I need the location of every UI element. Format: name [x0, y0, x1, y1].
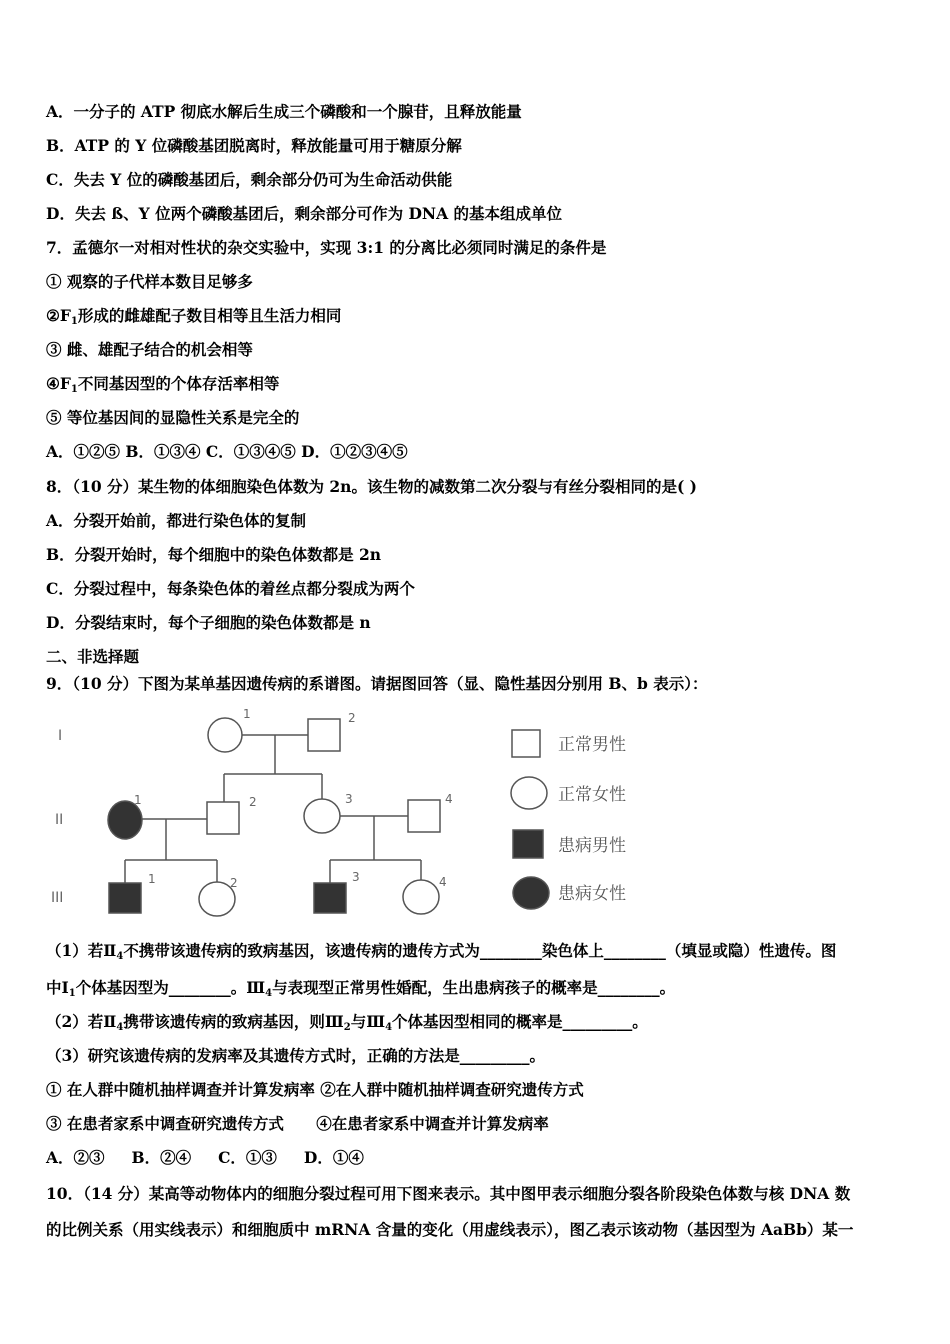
- q6-option-d: D．失去 ß、Y 位两个磷酸基团后，剩余部分可作为 DNA 的基本组成单位: [46, 204, 563, 223]
- pedigree-num-ii3: 3: [345, 792, 353, 806]
- pedigree-ii4-normal-male: [408, 800, 440, 832]
- q9-part1-line1: （1）若$Ⅱ_4$不携带该遗传病的致病基因，该遗传病的遗传方式为________染色体上________（填显或隐）性遗传。图: [46, 941, 837, 962]
- q9-stem: 9．（10 分）下图为某单基因遗传病的系谱图。请据图回答（显、隐性基因分别用 B、b 表示）：: [46, 674, 708, 693]
- q8-option-b: B．分裂开始时，每个细胞中的染色体数都是 2n: [46, 545, 382, 564]
- pedigree-num-iii3: 3: [352, 870, 360, 884]
- legend-affected-male-symbol: [513, 830, 543, 858]
- q9-part3-options: A．②③ B．②④ C．①③ D．①④: [46, 1148, 364, 1167]
- q7-condition-3: ③ 雌、雄配子结合的机会相等: [46, 340, 253, 359]
- q10-line1: 10．（14 分）某高等动物体内的细胞分裂过程可用下图来表示。其中图甲表示细胞分裂各阶段染色体数与核 DNA 数: [46, 1184, 851, 1203]
- pedigree-num-iii1: 1: [148, 872, 156, 886]
- q7-options: A．①②⑤ B．①③④ C．①③④⑤ D．①②③④⑤: [46, 442, 408, 461]
- pedigree-iii1-affected-male: [109, 883, 141, 913]
- q6-option-a: A．一分子的 ATP 彻底水解后生成三个磷酸和一个腺苷，且释放能量: [46, 102, 522, 121]
- legend-normal-female-symbol: [511, 777, 547, 809]
- pedigree-chart: [46, 700, 666, 925]
- q7-condition-5: ⑤ 等位基因间的显隐性关系是完全的: [46, 408, 300, 427]
- q8-option-a: A．分裂开始前，都进行染色体的复制: [46, 511, 307, 530]
- legend-affected-female-symbol: [513, 877, 549, 909]
- pedigree-num-iii2: 2: [230, 876, 238, 890]
- pedigree-i2-normal-male: [308, 719, 340, 751]
- legend-affected-male: 患病男性: [558, 836, 626, 856]
- pedigree-gen-label-ii: II: [55, 812, 64, 828]
- legend-normal-female: 正常女性: [558, 785, 626, 805]
- q6-option-c: C．失去 Y 位的磷酸基团后，剩余部分仍可为生命活动供能: [46, 170, 453, 189]
- pedigree-i1-normal-female: [208, 718, 242, 752]
- pedigree-num-i2: 2: [348, 711, 356, 725]
- legend-normal-male: 正常男性: [558, 735, 626, 755]
- pedigree-num-iii4: 4: [439, 875, 447, 889]
- pedigree-num-ii2: 2: [249, 795, 257, 809]
- q7-condition-1: ① 观察的子代样本数目足够多: [46, 272, 253, 291]
- q9-part3: （3）研究该遗传病的发病率及其遗传方式时，正确的方法是_________。: [46, 1046, 546, 1065]
- q7-stem: 7．孟德尔一对相对性状的杂交实验中，实现 3:1 的分离比必须同时满足的条件是: [46, 238, 607, 257]
- q8-option-c: C．分裂过程中，每条染色体的着丝点都分裂成为两个: [46, 579, 415, 598]
- pedigree-ii3-normal-female: [304, 799, 340, 833]
- legend-affected-female: 患病女性: [558, 884, 626, 904]
- section-heading: 二、非选择题: [46, 647, 140, 666]
- q8-option-d: D．分裂结束时，每个子细胞的染色体数都是 n: [46, 613, 371, 632]
- q6-option-b: B．ATP 的 Y 位磷酸基团脱离时，释放能量可用于糖原分解: [46, 136, 462, 155]
- q7-condition-4: $④F_1$不同基因型的个体存活率相等: [46, 374, 280, 395]
- q7-condition-2: $②F_1$形成的雌雄配子数目相等且生活力相同: [46, 306, 342, 327]
- pedigree-gen-label-iii: III: [51, 890, 64, 906]
- pedigree-num-ii1: 1: [134, 793, 142, 807]
- q9-part1-line2: 中$Ⅰ_1$个体基因型为________。$Ⅲ_4$与表现型正常男性婚配，生出患病孩子的概率是________。: [46, 978, 676, 999]
- pedigree-iii3-affected-male: [314, 883, 346, 913]
- q9-part2: （2）若$Ⅱ_4$携带该遗传病的致病基因，则$Ⅲ_2$与$Ⅲ_4$个体基因型相同的概率是_________。: [46, 1012, 648, 1033]
- legend-normal-male-symbol: [512, 730, 540, 757]
- q9-part3-choices-2: ③ 在患者家系中调查研究遗传方式 ④在患者家系中调查并计算发病率: [46, 1114, 549, 1133]
- pedigree-gen-label-i: I: [58, 728, 63, 744]
- q8-stem: 8．（10 分）某生物的体细胞染色体数为 2n。该生物的减数第二次分裂与有丝分裂相同的是( ): [46, 477, 698, 496]
- q10-line2: 的比例关系（用实线表示）和细胞质中 mRNA 含量的变化（用虚线表示），图乙表示该动物（基因型为 AaBb）某一: [46, 1220, 854, 1239]
- q9-part3-choices-1: ① 在人群中随机抽样调查并计算发病率 ②在人群中随机抽样调查研究遗传方式: [46, 1080, 584, 1099]
- pedigree-num-ii4: 4: [445, 792, 453, 806]
- pedigree-num-i1: 1: [243, 707, 251, 721]
- pedigree-iii4-normal-female: [403, 880, 439, 914]
- pedigree-ii2-normal-male: [207, 802, 239, 834]
